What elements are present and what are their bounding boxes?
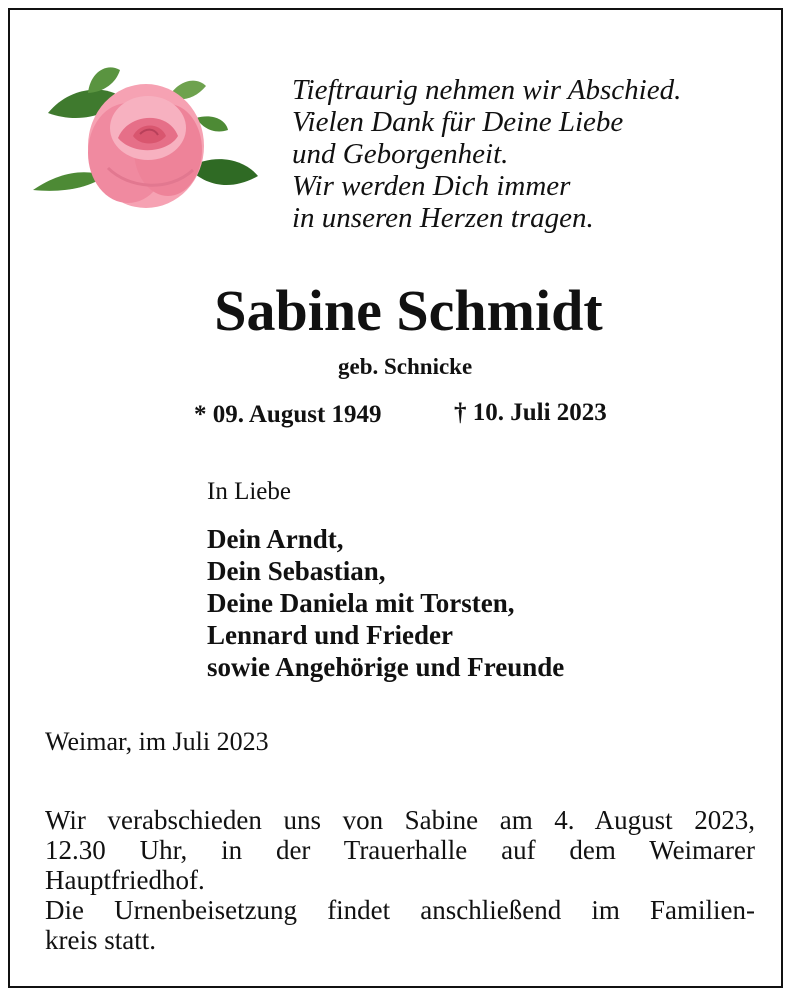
mourners-list — [207, 523, 564, 683]
death-date: † 10. Juli 2023 — [454, 399, 607, 426]
poem — [292, 74, 762, 234]
signoff-intro: In Liebe — [207, 478, 291, 505]
birth-date: * 09. August 1949 — [194, 401, 382, 428]
birth-name: geb. Schnicke — [338, 354, 473, 379]
place-date: Weimar, im Juli 2023 — [45, 727, 269, 756]
funeral-line: Wir verabschieden uns von Sabine am 4. August 2023, — [45, 805, 755, 835]
poem-line: Tieftraurig nehmen wir Abschied. — [292, 74, 682, 106]
poem-line: Wir werden Dich immer — [292, 170, 571, 202]
poem-line: und Geborgenheit. — [292, 138, 509, 170]
poem-line: Vielen Dank für Deine Liebe — [292, 106, 624, 138]
mourner: sowie Angehörige und Freunde — [207, 652, 565, 682]
funeral-line: Hauptfriedhof. — [45, 865, 205, 895]
funeral-line: kreis statt. — [45, 925, 156, 955]
poem-line: in unseren Herzen tragen. — [292, 202, 594, 234]
mourner: Deine Daniela mit Torsten, — [207, 588, 515, 618]
funeral-line: Die Urnenbeisetzung findet anschließend im Familien- — [45, 895, 755, 925]
mourner: Lennard und Frieder — [207, 620, 454, 650]
deceased-name: Sabine Schmidt — [214, 278, 603, 343]
mourner: Dein Sebastian, — [207, 556, 386, 586]
mourner: Dein Arndt, — [207, 524, 344, 554]
funeral-notice — [45, 805, 755, 955]
rose-icon — [28, 58, 263, 218]
funeral-line: 12.30 Uhr, in der Trauerhalle auf dem Weimarer — [45, 835, 755, 865]
